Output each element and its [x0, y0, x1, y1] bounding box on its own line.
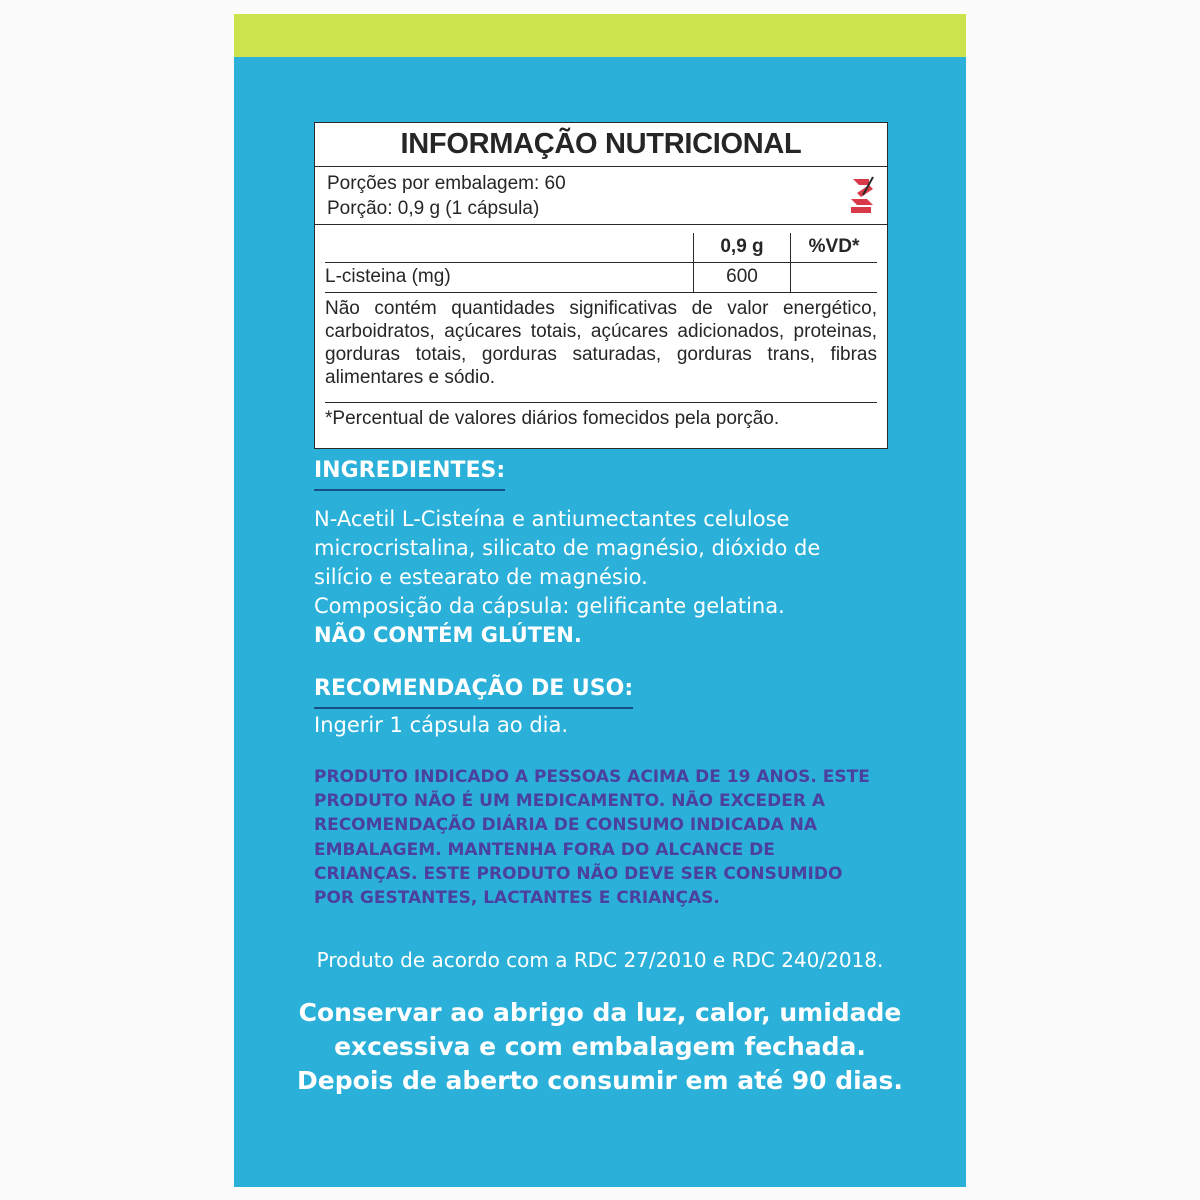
warning-line: POR GESTANTES, LACTANTES E CRIANÇAS.: [314, 888, 720, 909]
nutrient-dv: [790, 263, 877, 292]
nutrition-note: Não contém quantidades significativas de valor energético, carboidratos, açúcares totais, açúcares adicionados, proteinas, gorduras totais, gorduras saturadas, gorduras trans, fibras alimentares e sódio.: [325, 293, 877, 403]
nutrition-footnote: *Percentual de valores diários fomecidos pela porção.: [325, 408, 780, 429]
warning-line: PRODUTO INDICADO A PESSOAS ACIMA DE 19 ANOS. ESTE: [314, 767, 870, 787]
ingredients-line: N-Acetil L-Cisteína e antiumectantes celulose: [314, 507, 790, 531]
recycling-symbol-icon: [847, 175, 877, 217]
storage-line: excessiva e com embalagem fechada.: [334, 1032, 866, 1061]
servings-per-package: Porções por embalagem: 60: [327, 173, 566, 194]
table-row: [325, 263, 877, 293]
nutrition-header-row: [325, 233, 877, 263]
nutrition-title: INFORMAÇÃO NUTRICIONAL: [315, 123, 887, 167]
nutrient-name: L-cisteina (mg): [325, 266, 451, 288]
serving-size: Porção: 0,9 g (1 cápsula): [327, 198, 540, 219]
regulation-statement: Produto de acordo com a RDC 27/2010 e RDC 240/2018.: [316, 948, 884, 972]
warning-line: EMBALAGEM. MANTENHA FORA DO ALCANCE DE: [314, 839, 775, 860]
gluten-statement: NÃO CONTÉM GLÚTEN.: [314, 623, 582, 647]
nutrition-portions: [315, 167, 887, 225]
ingredients-line: microcristalina, silicato de magnésio, dióxido de: [314, 536, 821, 560]
label-panel: [234, 14, 966, 1187]
warning-line: CRIANÇAS. ESTE PRODUTO NÃO DEVE SER CONSUMIDO: [314, 863, 843, 884]
storage-line: Depois de aberto consumir em até 90 dias.: [297, 1066, 903, 1095]
storage-instructions: [234, 996, 966, 1098]
ingredients-line: silício e estearato de magnésio.: [314, 565, 648, 589]
warning-line: PRODUTO NÃO É UM MEDICAMENTO. NÃO EXCEDER A: [314, 791, 826, 812]
usage-heading: RECOMENDAÇÃO DE USO:: [314, 676, 633, 709]
ingredients-text: [314, 505, 820, 650]
warning-text: [314, 765, 914, 910]
nutrition-table: [314, 122, 888, 449]
top-color-band: [234, 14, 966, 57]
storage-line: Conservar ao abrigo da luz, calor, umidade: [298, 998, 902, 1027]
amount-header: 0,9 g: [693, 233, 790, 262]
dv-header: %VD*: [790, 233, 877, 262]
ingredients-line: Composição da cápsula: gelificante gelatina.: [314, 594, 785, 618]
usage-text: Ingerir 1 cápsula ao dia.: [314, 713, 569, 737]
warning-line: RECOMENDAÇÃO DIÁRIA DE CONSUMO INDICADA NA: [314, 815, 818, 836]
ingredients-heading: INGREDIENTES:: [314, 458, 505, 491]
nutrient-amount: 600: [693, 263, 790, 292]
